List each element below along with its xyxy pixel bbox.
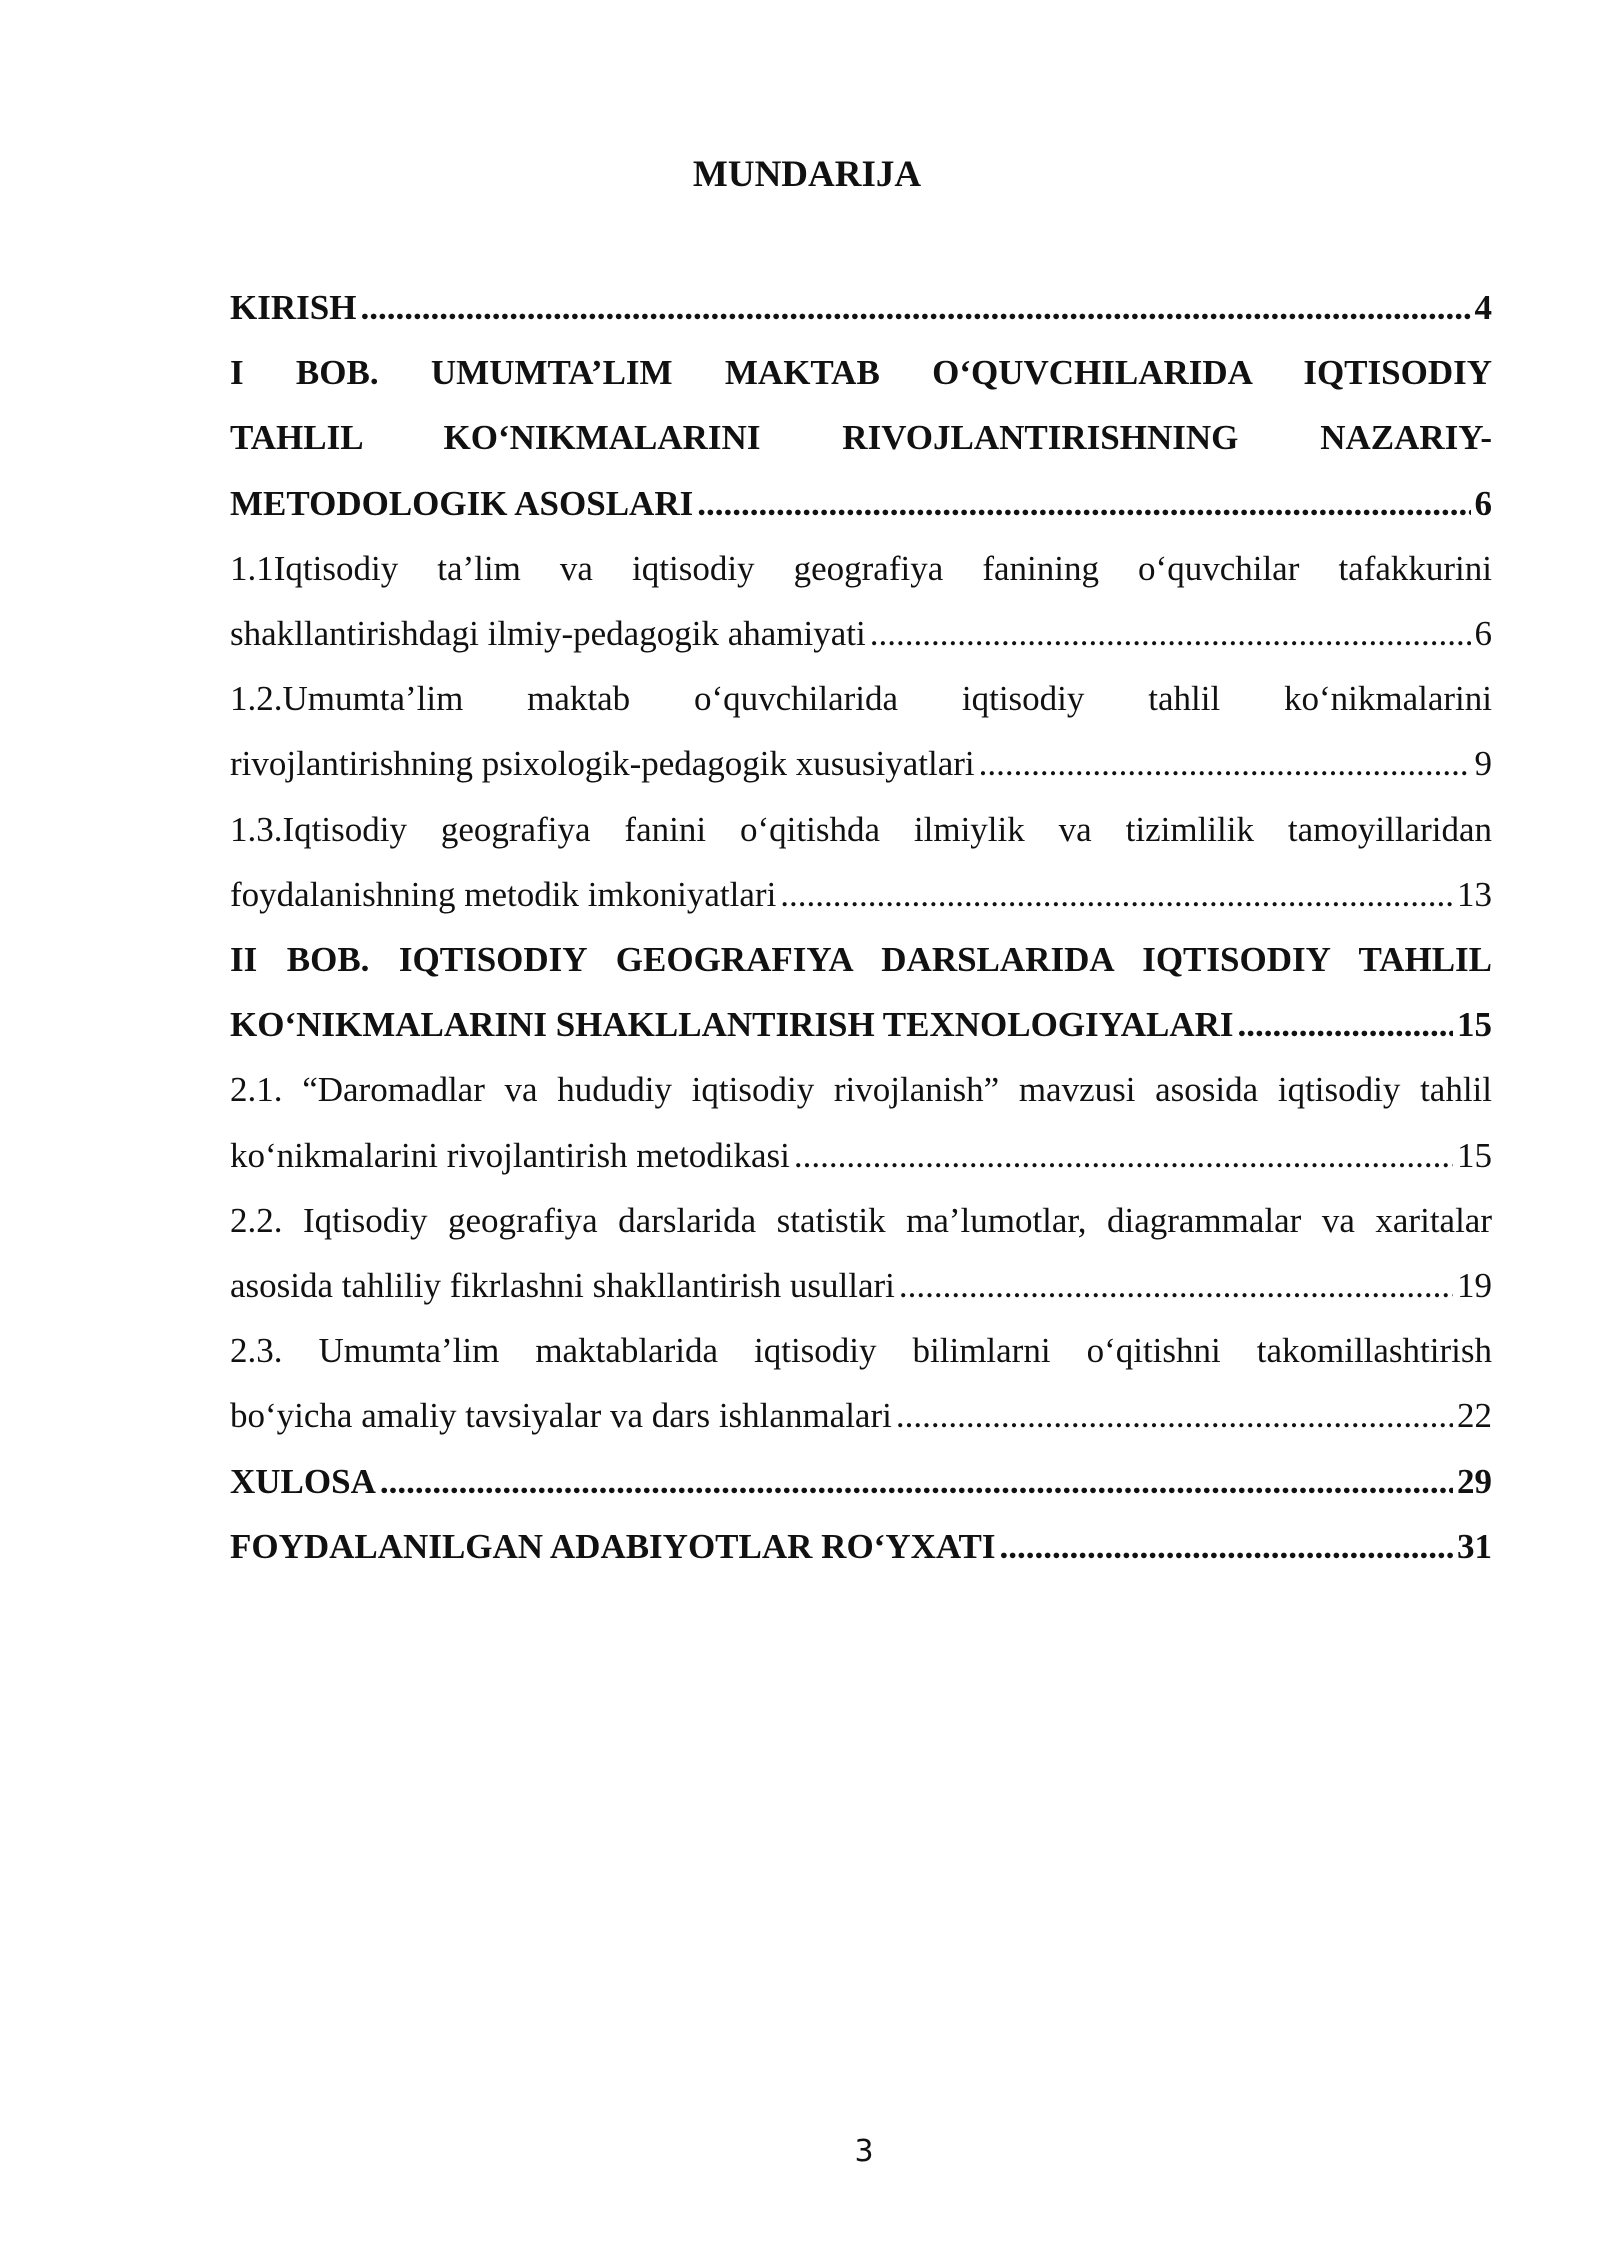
- toc-entry-last-line: [230, 1383, 1492, 1448]
- toc-entry-title-line: 1.2.Umumta’lim maktab o‘quvchilarida iqtisodiy tahlil ko‘nikmalarini: [230, 679, 1492, 719]
- dot-leader: [1238, 992, 1453, 1057]
- dot-leader: [697, 471, 1470, 536]
- toc-entry-title-line: 2.3. Umumta’lim maktablarida iqtisodiy bilimlarni o‘qitishni takomillashtirish: [230, 1331, 1492, 1371]
- toc-entry-title-line: METODOLOGIK ASOSLARI: [230, 483, 694, 523]
- toc-entry-title-line: shakllantirishdagi ilmiy-pedagogik ahamiyati: [230, 614, 866, 654]
- toc-entry-page-number: 6: [1474, 614, 1492, 654]
- dot-leader: [780, 862, 1453, 927]
- toc-entry-title-line: KO‘NIKMALARINI SHAKLLANTIRISH TEXNOLOGIYALARI: [230, 1005, 1234, 1045]
- toc-entry-last-line: [230, 992, 1492, 1057]
- toc-entry[interactable]: [230, 536, 1492, 666]
- toc-entry-title-line: 1.3.Iqtisodiy geografiya fanini o‘qitishda ilmiylik va tizimlilik tamoyillaridan: [230, 809, 1492, 849]
- page-number: 3: [854, 2134, 874, 2169]
- toc-entry[interactable]: [230, 927, 1492, 1057]
- toc-entry[interactable]: [230, 1318, 1492, 1448]
- toc-entry[interactable]: [230, 1188, 1492, 1318]
- toc-entry-page-number: 9: [1474, 744, 1492, 784]
- toc-entry[interactable]: [230, 340, 1492, 536]
- table-of-contents: [230, 275, 1492, 1579]
- toc-entry-last-line: [230, 731, 1492, 796]
- toc-entry-last-line: [230, 1514, 1492, 1579]
- dot-leader: [896, 1383, 1453, 1448]
- dot-leader: [794, 1123, 1453, 1188]
- toc-entry-title-line: KIRISH: [230, 288, 357, 327]
- toc-entry-title-line: 2.1. “Daromadlar va hududiy iqtisodiy rivojlanish” mavzusi asosida iqtisodiy tahlil: [230, 1070, 1492, 1110]
- dot-leader: [979, 731, 1471, 796]
- toc-entry-title-line: TAHLIL KO‘NIKMALARINI RIVOJLANTIRISHNING NAZARIY-: [230, 418, 1492, 458]
- toc-entry-title-line: 1.1Iqtisodiy ta’lim va iqtisodiy geografiya fanining o‘quvchilar tafakkurini: [230, 548, 1492, 588]
- toc-entry-title-line: rivojlantirishning psixologik-pedagogik xususiyatlari: [230, 744, 975, 784]
- toc-entry-last-line: [230, 1123, 1492, 1188]
- toc-entry-title-line: I BOB. UMUMTA’LIM MAKTAB O‘QUVCHILARIDA IQTISODIY: [230, 353, 1492, 393]
- toc-entry-page-number: 15: [1457, 1005, 1492, 1045]
- toc-entry-last-line: [230, 862, 1492, 927]
- page-title: MUNDARIJA: [692, 154, 922, 195]
- toc-entry-last-line: [230, 275, 1492, 340]
- toc-entry-title-line: bo‘yicha amaliy tavsiyalar va dars ishlanmalari: [230, 1396, 892, 1436]
- toc-entry[interactable]: [230, 1057, 1492, 1187]
- toc-entry-page-number: 15: [1457, 1135, 1492, 1175]
- toc-entry-title-line: II BOB. IQTISODIY GEOGRAFIYA DARSLARIDA IQTISODIY TAHLIL: [230, 940, 1492, 980]
- toc-entry[interactable]: [230, 666, 1492, 796]
- toc-entry-last-line: [230, 1449, 1492, 1514]
- toc-entry-title-line: 2.2. Iqtisodiy geografiya darslarida statistik ma’lumotlar, diagrammalar va xaritalar: [230, 1200, 1492, 1240]
- toc-entry-page-number: 31: [1457, 1526, 1492, 1566]
- dot-leader: [360, 275, 1470, 340]
- toc-entry-page-number: 4: [1474, 288, 1492, 327]
- dot-leader: [1000, 1514, 1453, 1579]
- toc-entry-title-line: foydalanishning metodik imkoniyatlari: [230, 874, 777, 914]
- toc-entry-page-number: 13: [1457, 874, 1492, 914]
- toc-entry-page-number: 19: [1457, 1266, 1492, 1306]
- toc-entry-title-line: FOYDALANILGAN ADABIYOTLAR RO‘YXATI: [230, 1526, 996, 1566]
- toc-entry-page-number: 6: [1474, 483, 1492, 523]
- toc-entry-title-line: XULOSA: [230, 1461, 376, 1501]
- dot-leader: [899, 1253, 1453, 1318]
- toc-entry[interactable]: [230, 797, 1492, 927]
- toc-entry-title-line: asosida tahliliy fikrlashni shakllantirish usullari: [230, 1266, 895, 1306]
- toc-entry-title-line: ko‘nikmalarini rivojlantirish metodikasi: [230, 1135, 790, 1175]
- toc-entry[interactable]: [230, 275, 1492, 340]
- dot-leader: [380, 1449, 1453, 1514]
- toc-entry-last-line: [230, 471, 1492, 536]
- toc-entry-last-line: [230, 1253, 1492, 1318]
- toc-entry-last-line: [230, 601, 1492, 666]
- dot-leader: [870, 601, 1471, 666]
- toc-entry[interactable]: [230, 1514, 1492, 1579]
- toc-entry-page-number: 29: [1457, 1461, 1492, 1501]
- toc-entry-page-number: 22: [1457, 1396, 1492, 1436]
- toc-entry[interactable]: [230, 1449, 1492, 1514]
